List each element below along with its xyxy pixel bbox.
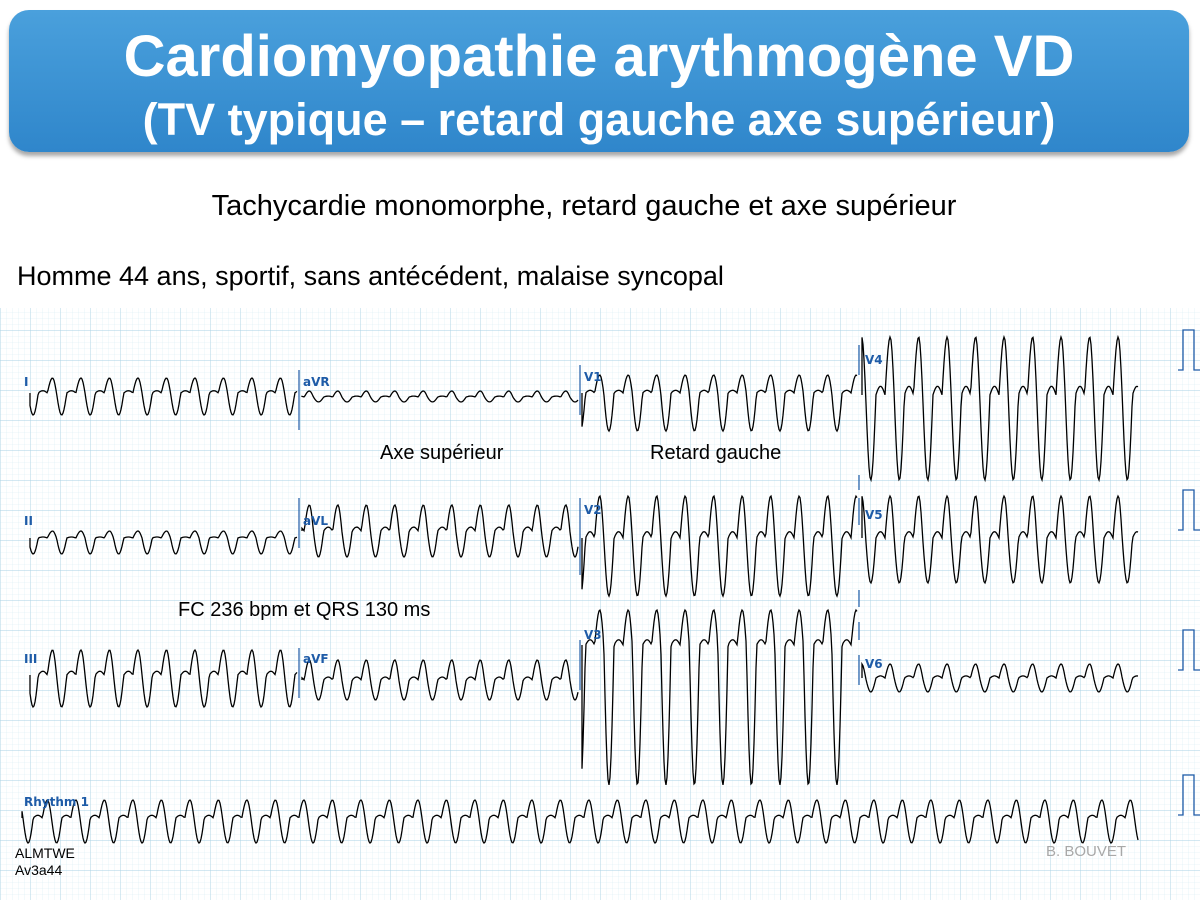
lead-label-V2: V2 (584, 503, 602, 517)
footer-code-2: Av3a44 (15, 862, 63, 878)
lead-label-aVR: aVR (303, 375, 330, 389)
lead-label-V5: V5 (865, 508, 883, 522)
lead-label-V6: V6 (865, 657, 883, 671)
lead-label-V4: V4 (865, 353, 883, 367)
title-sub: (TV typique – retard gauche axe supérieur) (142, 94, 1056, 145)
case-description: Homme 44 ans, sportif, sans antécédent, malaise syncopal (17, 261, 724, 291)
lead-label-aVF: aVF (303, 652, 329, 666)
footer-code-1: ALMTWE (15, 845, 75, 861)
subtitle: Tachycardie monomorphe, retard gauche et axe supérieur (211, 190, 957, 222)
title-main: Cardiomyopathie arythmogène VD (123, 24, 1075, 89)
lead-label-aVL: aVL (303, 514, 329, 528)
lead-label-II: II (24, 514, 33, 528)
author-signature: B. BOUVET (1046, 843, 1127, 860)
annotation-rate: FC 236 bpm et QRS 130 ms (178, 599, 431, 621)
lead-label-rhythm: Rhythm 1 (24, 795, 89, 809)
annotation-axis: Axe supérieur (380, 442, 504, 464)
lead-label-V1: V1 (584, 370, 602, 384)
lead-label-III: III (24, 652, 38, 666)
lead-label-I: I (24, 375, 29, 389)
annotation-delay: Retard gauche (650, 442, 782, 464)
lead-label-V3: V3 (584, 628, 602, 642)
